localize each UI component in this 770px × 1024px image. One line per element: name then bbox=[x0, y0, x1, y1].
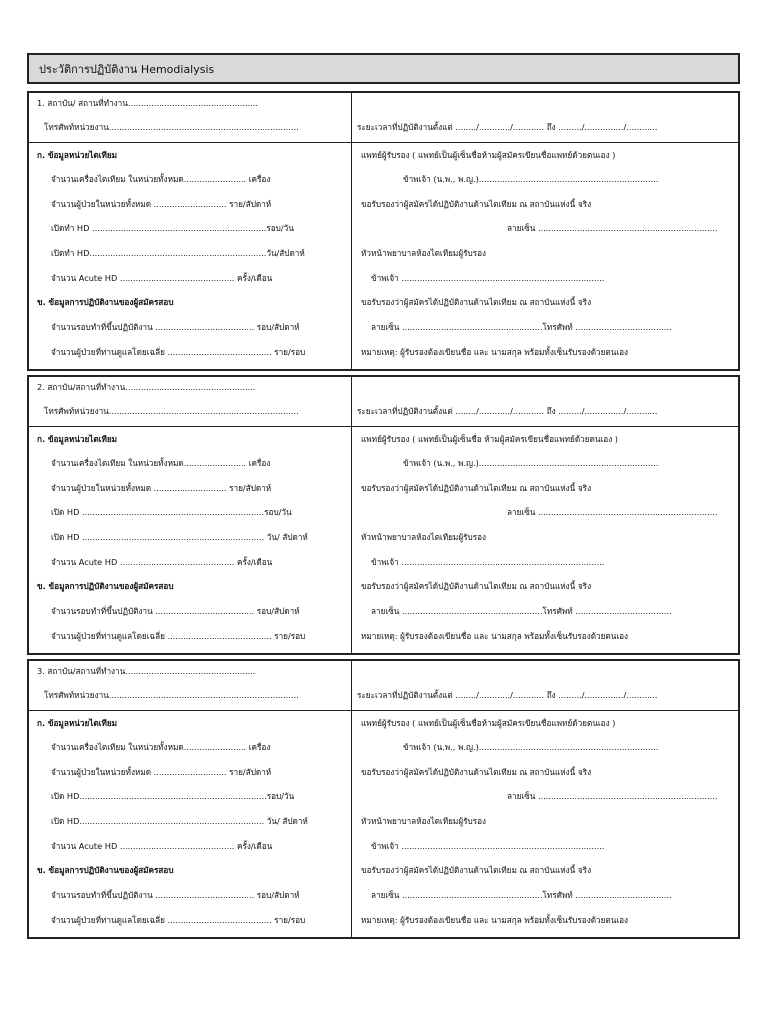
right-line-9: หมายเหตุ: ผู้รับรองต้องเขียนชื่อ และ นามสกุล พร้อมทั้งเซ็นรับรองด้วยตนเอง bbox=[361, 347, 629, 357]
phone-field: โทรศัพท์หน่วยงาน......................................................................... bbox=[44, 690, 299, 700]
phone-field: โทรศัพท์หน่วยงาน......................................................................... bbox=[44, 122, 299, 132]
column-divider bbox=[351, 377, 352, 653]
left-line-6: จำนวน Acute HD ............................................ ครั้ง/เดือน bbox=[51, 841, 273, 851]
left-line-2: จำนวนเครื่องไตเทียม ในหน่วยทั้งหมด........................ เครื่อง bbox=[51, 174, 271, 184]
right-line-2: ข้าพเจ้า (น.พ., พ.ญ.)..................................................................... bbox=[403, 174, 659, 184]
right-line-6: ข้าพเจ้า .............................................................................. bbox=[371, 273, 605, 283]
form-title-bar bbox=[27, 53, 740, 84]
right-line-6: ข้าพเจ้า .............................................................................. bbox=[371, 557, 605, 567]
right-line-5: หัวหน้าพยาบาลห้องไตเทียมผู้รับรอง bbox=[361, 532, 487, 542]
right-line-7: ขอรับรองว่าผู้สมัครได้ปฏิบัติงานด้านไตเทียม ณ สถาบันแห่งนี้ จริง bbox=[361, 865, 592, 875]
right-line-7: ขอรับรองว่าผู้สมัครได้ปฏิบัติงานด้านไตเทียม ณ สถาบันแห่งนี้ จริง bbox=[361, 581, 592, 591]
left-line-5: เปิดทำ HD....................................................................วัน/สัปดาห์ bbox=[51, 248, 305, 258]
period-field: ระยะเวลาที่ปฏิบัติงานตั้งแต่ ......../............/............ ถึง ........./.............../............ bbox=[357, 122, 658, 132]
right-line-5: หัวหน้าพยาบาลห้องไตเทียมผู้รับรอง bbox=[361, 816, 487, 826]
right-line-4: ลายเซ็น ..................................................................... bbox=[507, 507, 718, 517]
left-line-3: จำนวนผู้ป่วยในหน่วยทั้งหมด ............................ ราย/สัปดาห์ bbox=[51, 767, 272, 777]
right-line-3: ขอรับรองว่าผู้สมัครได้ปฏิบัติงานด้านไตเทียม ณ สถาบันแห่งนี้ จริง bbox=[361, 767, 592, 777]
form-title: ประวัติการปฏิบัติงาน Hemodialysis bbox=[39, 63, 215, 76]
left-line-5: เปิด HD ...................................................................... วัน/ สัปดาห์ bbox=[51, 532, 308, 542]
left-line-1: ก. ข้อมูลหน่วยไตเทียม bbox=[37, 434, 118, 444]
right-line-3: ขอรับรองว่าผู้สมัครได้ปฏิบัติงานด้านไตเทียม ณ สถาบันแห่งนี้ จริง bbox=[361, 199, 592, 209]
left-line-4: เปิด HD ......................................................................รอบ/วัน bbox=[51, 507, 292, 517]
left-line-9: จำนวนผู้ป่วยที่ท่านดูแลโดยเฉลี่ย ........................................ ราย/รอบ bbox=[51, 347, 306, 357]
period-field: ระยะเวลาที่ปฏิบัติงานตั้งแต่ ......../............/............ ถึง ........./.............../............ bbox=[357, 406, 658, 416]
right-line-9: หมายเหตุ: ผู้รับรองต้องเขียนชื่อ และ นามสกุล พร้อมทั้งเซ็นรับรองด้วยตนเอง bbox=[361, 631, 629, 641]
right-line-4: ลายเซ็น ..................................................................... bbox=[507, 791, 718, 801]
left-line-8: จำนวนรอบทำที่ขึ้นปฏิบัติงาน ...................................... รอบ/สัปดาห์ bbox=[51, 606, 300, 616]
work-history-section-1 bbox=[27, 91, 740, 371]
right-line-8: ลายเซ็น ......................................................โทรศัพท์ ..................................... bbox=[371, 890, 672, 900]
right-line-9: หมายเหตุ: ผู้รับรองต้องเขียนชื่อ และ นามสกุล พร้อมทั้งเซ็นรับรองด้วยตนเอง bbox=[361, 915, 629, 925]
right-line-6: ข้าพเจ้า .............................................................................. bbox=[371, 841, 605, 851]
left-line-8: จำนวนรอบทำที่ขึ้นปฏิบัติงาน ...................................... รอบ/สัปดาห์ bbox=[51, 890, 300, 900]
right-line-1: แพทย์ผู้รับรอง ( แพทย์เป็นผู้เซ็นชื่อห้ามผู้สมัครเขียนชื่อแพทย์ด้วยตนเอง ) bbox=[361, 718, 616, 728]
right-line-8: ลายเซ็น ......................................................โทรศัพท์ ..................................... bbox=[371, 322, 672, 332]
right-line-1: แพทย์ผู้รับรอง ( แพทย์เป็นผู้เซ็นชื่อ ห้ามผู้สมัครเขียนชื่อแพทย์ด้วยตนเอง ) bbox=[361, 434, 618, 444]
left-line-2: จำนวนเครื่องไตเทียม ในหน่วยทั้งหมด........................ เครื่อง bbox=[51, 742, 271, 752]
left-line-4: เปิด HD........................................................................รอบ/วัน bbox=[51, 791, 295, 801]
right-line-8: ลายเซ็น ......................................................โทรศัพท์ ..................................... bbox=[371, 606, 672, 616]
work-history-section-2 bbox=[27, 375, 740, 655]
left-line-9: จำนวนผู้ป่วยที่ท่านดูแลโดยเฉลี่ย ........................................ ราย/รอบ bbox=[51, 631, 306, 641]
row-divider bbox=[29, 710, 738, 711]
left-line-3: จำนวนผู้ป่วยในหน่วยทั้งหมด ............................ ราย/สัปดาห์ bbox=[51, 199, 272, 209]
right-line-2: ข้าพเจ้า (น.พ., พ.ญ.)..................................................................... bbox=[403, 742, 659, 752]
right-line-7: ขอรับรองว่าผู้สมัครได้ปฏิบัติงานด้านไตเทียม ณ สถาบันแห่งนี้ จริง bbox=[361, 297, 592, 307]
column-divider bbox=[351, 661, 352, 937]
left-line-6: จำนวน Acute HD ............................................ ครั้ง/เดือน bbox=[51, 557, 273, 567]
workplace-field: 1. สถาบัน/ สถานที่ทำงาน.................................................. bbox=[37, 98, 258, 108]
right-line-5: หัวหน้าพยาบาลห้องไตเทียมผู้รับรอง bbox=[361, 248, 487, 258]
right-line-1: แพทย์ผู้รับรอง ( แพทย์เป็นผู้เซ็นชื่อห้ามผู้สมัครเขียนชื่อแพทย์ด้วยตนเอง ) bbox=[361, 150, 616, 160]
left-line-1: ก. ข้อมูลหน่วยไตเทียม bbox=[37, 718, 118, 728]
left-line-1: ก. ข้อมูลหน่วยไตเทียม bbox=[37, 150, 118, 160]
period-field: ระยะเวลาที่ปฏิบัติงานตั้งแต่ ......../............/............ ถึง ........./.............../............ bbox=[357, 690, 658, 700]
row-divider bbox=[29, 142, 738, 143]
left-line-6: จำนวน Acute HD ............................................ ครั้ง/เดือน bbox=[51, 273, 273, 283]
left-line-8: จำนวนรอบทำที่ขึ้นปฏิบัติงาน ...................................... รอบ/สัปดาห์ bbox=[51, 322, 300, 332]
work-history-section-3 bbox=[27, 659, 740, 939]
phone-field: โทรศัพท์หน่วยงาน......................................................................... bbox=[44, 406, 299, 416]
left-line-7: ข. ข้อมูลการปฏิบัติงานของผู้สมัครสอบ bbox=[37, 581, 174, 591]
right-line-3: ขอรับรองว่าผู้สมัครได้ปฏิบัติงานด้านไตเทียม ณ สถาบันแห่งนี้ จริง bbox=[361, 483, 592, 493]
workplace-field: 3. สถาบัน/สถานที่ทำงาน.................................................. bbox=[37, 666, 256, 676]
left-line-7: ข. ข้อมูลการปฏิบัติงานของผู้สมัครสอบ bbox=[37, 297, 174, 307]
workplace-field: 2. สถาบัน/สถานที่ทำงาน.................................................. bbox=[37, 382, 256, 392]
row-divider bbox=[29, 426, 738, 427]
left-line-9: จำนวนผู้ป่วยที่ท่านดูแลโดยเฉลี่ย ........................................ ราย/รอบ bbox=[51, 915, 306, 925]
column-divider bbox=[351, 93, 352, 369]
left-line-7: ข. ข้อมูลการปฏิบัติงานของผู้สมัครสอบ bbox=[37, 865, 174, 875]
left-line-4: เปิดทำ HD ...................................................................รอบ/วัน bbox=[51, 223, 294, 233]
right-line-4: ลายเซ็น ..................................................................... bbox=[507, 223, 718, 233]
right-line-2: ข้าพเจ้า (น.พ., พ.ญ.)..................................................................... bbox=[403, 458, 659, 468]
left-line-2: จำนวนเครื่องไตเทียม ในหน่วยทั้งหมด........................ เครื่อง bbox=[51, 458, 271, 468]
left-line-3: จำนวนผู้ป่วยในหน่วยทั้งหมด ............................ ราย/สัปดาห์ bbox=[51, 483, 272, 493]
left-line-5: เปิด HD....................................................................... วัน/ สัปดาห์ bbox=[51, 816, 308, 826]
